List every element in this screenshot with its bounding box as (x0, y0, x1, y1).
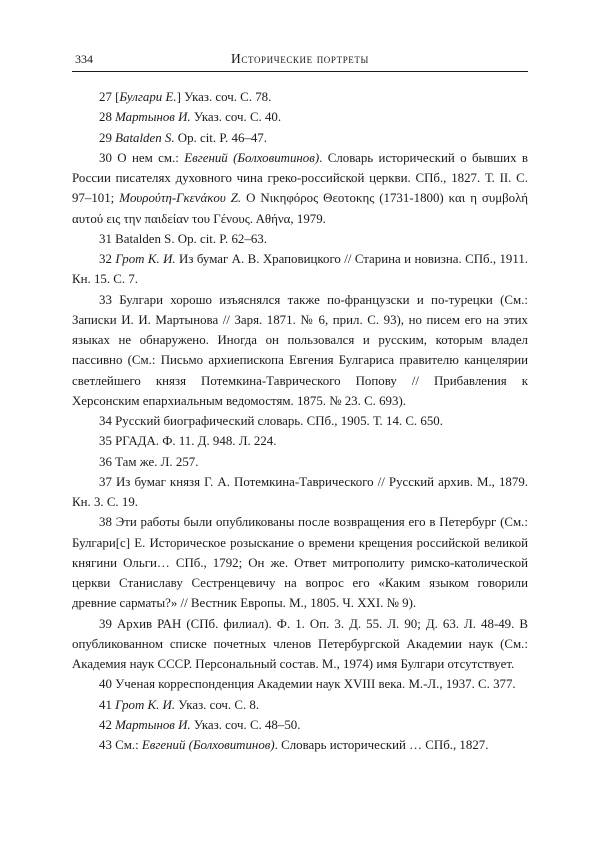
endnote-number: 38 (99, 515, 112, 530)
endnote-text: Русский биографический словарь. СПб., 1905. Т. 14. С. 650. (115, 414, 443, 428)
endnote-text: Op. cit. P. 46–47. (174, 130, 267, 145)
endnote-text: Из бумаг князя Г. А. Потемкина-Таврического // Русский архив. М., 1879. Кн. 3. С. 19. (72, 474, 528, 509)
endnote-text: [ (115, 90, 120, 104)
endnote-number: 40 (99, 677, 112, 692)
endnote-number: 32 (99, 252, 112, 266)
endnote-text: Указ. соч. С. 48–50. (190, 717, 301, 732)
endnote-39 (72, 614, 528, 675)
endnote-27 (72, 87, 528, 107)
endnote-text: Ο Νικηφόρος Θεοτοκης (1731-1800) και η συμβολή αυτού εις την παιδείαν του Γένους. Αθήνα, 1979. (72, 191, 529, 226)
endnote-number: 29 (99, 130, 112, 145)
endnote-author: Грот К. И. (115, 697, 176, 712)
endnote-32 (72, 249, 528, 290)
endnotes-list (72, 87, 528, 755)
endnote-29 (72, 128, 528, 148)
endnote-text: Указ. соч. С. 40. (190, 110, 282, 125)
endnote-text: Там же. Л. 257. (115, 454, 199, 469)
endnote-text: Из бумаг А. В. Храповицкого // Старина и новизна. СПб., 1911. Кн. 15. С. 7. (72, 252, 528, 287)
endnote-text: . Словарь исторический … СПб., 1827. (274, 738, 489, 752)
endnote-33 (72, 290, 528, 412)
endnote-40 (72, 674, 528, 694)
endnote-text: Указ. соч. С. 8. (175, 697, 260, 712)
endnote-number: 43 (99, 738, 112, 752)
endnote-number: 33 (99, 292, 112, 307)
endnote-author: Мартынов И. (115, 110, 191, 125)
endnote-number: 39 (99, 616, 112, 631)
endnote-author: Евгений (Болховитинов) (141, 738, 275, 752)
header-rule (72, 71, 528, 72)
endnote-text: РГАДА. Ф. 11. Д. 948. Л. 224. (115, 434, 277, 449)
endnote-text: Ученая корреспонденция Академии наук XVIII века. М.-Л., 1937. С. 377. (115, 677, 516, 692)
endnote-35 (72, 431, 528, 451)
endnote-41 (72, 695, 528, 715)
running-title: Исторические портреты (231, 51, 369, 66)
endnote-text: См.: (115, 738, 142, 752)
endnote-author: Мартынов И. (115, 717, 191, 732)
endnote-author: Евгений (Болховитинов) (184, 150, 320, 165)
endnote-30 (72, 148, 528, 229)
running-header (72, 48, 528, 70)
endnote-number: 35 (99, 434, 112, 449)
endnote-author: Μουρούτη-Γκενάκου Ζ. (119, 191, 242, 206)
endnote-text: Batalden S. Op. cit. P. 62–63. (115, 231, 267, 246)
endnote-number: 42 (99, 717, 112, 732)
endnote-author: Batalden S. (115, 130, 175, 145)
endnote-text: Булгари хорошо изъяснялся также по-французски и по-турецки (См.: Записки И. И. Мартынова // Заря. 1871. № 6, прил. С. 93), но писем его на этих языках не обнаружено. Иногда он пользовался и русским, которым владел пассивно (См.: Письмо архиепископа Евгения Булгариса правителю канцелярии светлейшего князя Потемкина-Таврического Попову // Прибавления к Херсонским епархиальным ведомостям. 1875. № 23. С. 693). (72, 292, 528, 408)
endnote-38 (72, 512, 528, 613)
endnote-text: Эти работы были опубликованы после возвращения его в Петербург (См.: Булгари[с] Е. Историческое розыскание о времени крещения российской великой княгини Ольги… СПб., 1792; Он же. Ответ митрополиту римско-католической церкви Станиславу Сестренцевичу на вопрос его «Каким языком говорили древние сарматы?» // Вестник Европы. М., 1805. Ч. XXI. № 9). (72, 515, 528, 611)
endnote-28 (72, 107, 528, 127)
page-number: 334 (75, 52, 93, 66)
endnote-37 (72, 472, 528, 513)
endnote-text: ] Указ. соч. С. 78. (176, 90, 272, 104)
endnote-number: 37 (99, 474, 112, 489)
endnote-number: 36 (99, 454, 112, 469)
endnote-number: 28 (99, 110, 112, 125)
endnote-31 (72, 229, 528, 249)
endnote-number: 41 (99, 697, 112, 712)
endnote-author: Грот К. И. (115, 252, 176, 266)
endnote-43 (72, 735, 528, 755)
endnote-42 (72, 715, 528, 735)
endnote-text: О нем см.: (117, 150, 185, 165)
endnote-text: . Словарь исторический о бывших в России писателях духовного чина греко-российской церкви. СПб., 1827. Т. II. С. 97–101; (72, 150, 528, 206)
endnote-text: Архив РАН (СПб. филиал). Ф. 1. Оп. 3. Д. 55. Л. 90; Д. 63. Л. 48-49. В опубликованном списке почетных членов Петербургской Академии наук (См.: Академия наук СССР. Персональный состав. М., 1974) имя Булгари отсутствует. (72, 616, 528, 671)
endnote-34 (72, 411, 528, 431)
endnote-author: Булгари Е. (119, 90, 177, 104)
endnote-number: 31 (99, 231, 112, 246)
endnote-36 (72, 452, 528, 472)
endnote-number: 30 (99, 150, 112, 165)
endnote-number: 27 (99, 90, 112, 104)
endnote-number: 34 (99, 414, 112, 428)
